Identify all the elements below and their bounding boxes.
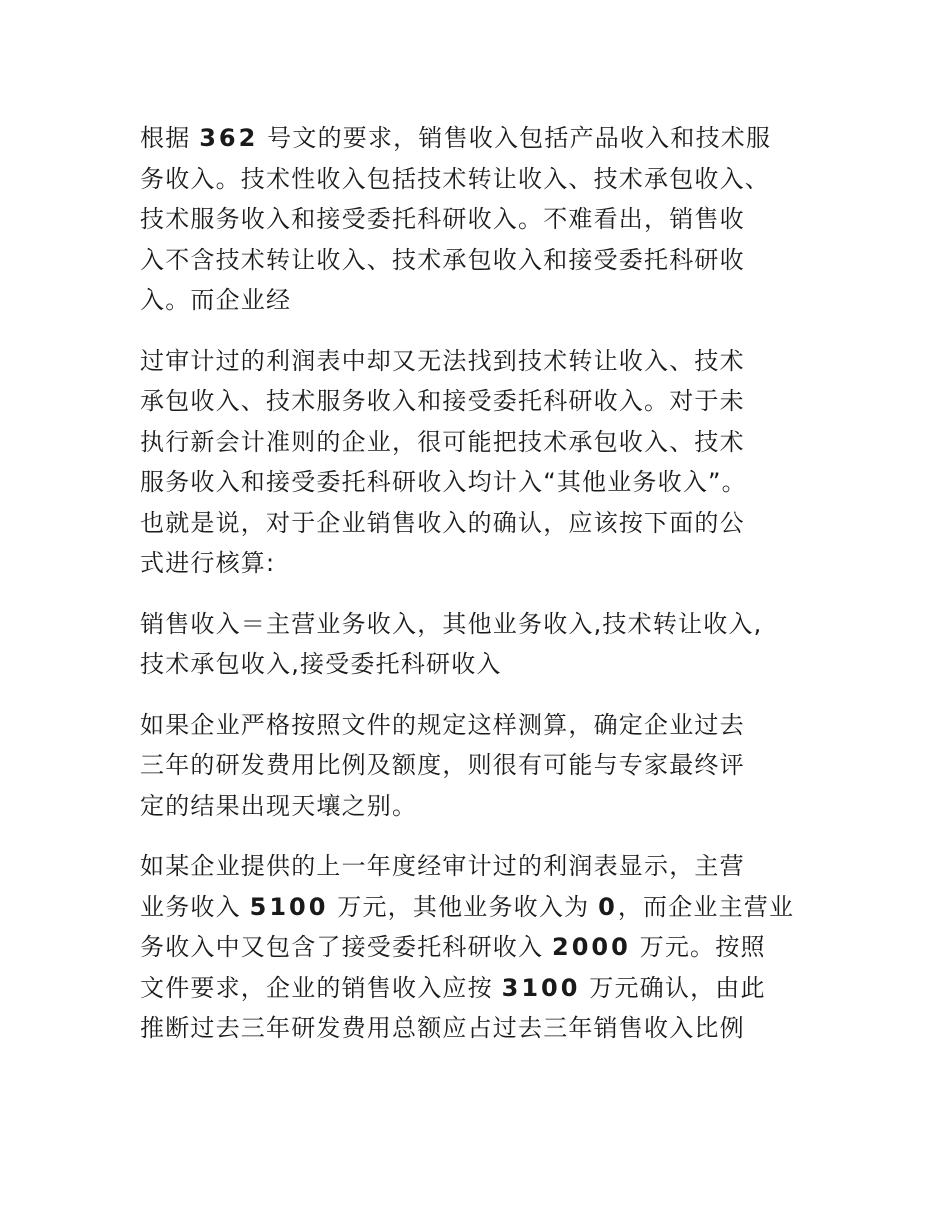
text-line (140, 887, 820, 928)
text-run: 万元，其他业务收入为 (328, 892, 599, 921)
text-line (140, 422, 820, 463)
paragraph (140, 705, 820, 827)
text-run: 执行新会计准则的企业，很可能把技术承包收入、技术 (140, 427, 745, 456)
bold-number: 0 (598, 892, 618, 921)
text-run: 万元确认，由此 (580, 973, 766, 1002)
text-line (140, 1008, 820, 1049)
text-line (140, 503, 820, 544)
text-run: 根据 (140, 124, 200, 152)
paragraph (140, 341, 820, 584)
text-run: 也就是说，对于企业销售收入的确认，应该按下面的公 (140, 508, 745, 537)
text-run: 务收入。技术性收入包括技术转让收入、技术承包收入、 (140, 164, 770, 193)
text-line (140, 604, 820, 645)
text-line (140, 280, 820, 321)
text-line (140, 341, 820, 382)
paragraph (140, 846, 820, 1049)
text-run: 式进行核算: (140, 549, 276, 577)
document-body (140, 118, 820, 1069)
text-line (140, 240, 820, 281)
text-run: 务收入中又包含了接受委托科研收入 (140, 933, 553, 961)
bold-number: 5100 (249, 892, 329, 921)
text-line (140, 159, 820, 200)
text-run: 服务收入和接受委托科研收入均计入“其他业务收入”。 (140, 468, 747, 496)
paragraph (140, 604, 820, 685)
text-line (140, 118, 820, 159)
text-run: ，而企业主营业 (617, 892, 795, 921)
text-run: 三年的研发费用比例及额度，则很有可能与专家最终评 (140, 751, 745, 779)
text-line (140, 462, 820, 503)
text-run: 入不含技术转让收入、技术承包收入和接受委托科研收 (140, 245, 745, 274)
text-run: 销售收入＝主营业务收入，其他业务收入,技术转让收入, (140, 609, 763, 638)
text-run: 承包收入、技术服务收入和接受委托科研收入。对于未 (140, 387, 745, 415)
text-run: 过审计过的利润表中却又无法找到技术转让收入、技术 (140, 346, 745, 375)
text-line (140, 199, 820, 240)
text-line (140, 968, 820, 1009)
text-run: 入。而企业经 (140, 286, 292, 314)
text-line (140, 381, 820, 422)
text-run: 如果企业严格按照文件的规定这样测算，确定企业过去 (140, 710, 745, 739)
text-line (140, 786, 820, 827)
text-run: 推断过去三年研发费用总额应占过去三年销售收入比例 (140, 1014, 745, 1042)
text-run: 技术服务收入和接受委托科研收入。不难看出，销售收 (140, 205, 745, 233)
text-run: 业务收入 (140, 892, 250, 921)
text-line (140, 705, 820, 746)
text-run: 定的结果出现天壤之别。 (140, 791, 418, 820)
bold-number: 362 (199, 124, 259, 152)
text-line (140, 745, 820, 786)
text-line (140, 846, 820, 887)
text-run: 如某企业提供的上一年度经审计过的利润表显示，主营 (140, 852, 745, 880)
text-run: 号文的要求，销售收入包括产品收入和技术服 (258, 124, 772, 152)
text-line (140, 543, 820, 584)
paragraph (140, 118, 820, 321)
text-line (140, 644, 820, 685)
text-line (140, 927, 820, 968)
bold-number: 3100 (501, 973, 581, 1002)
bold-number: 2000 (552, 933, 631, 961)
text-run: 技术承包收入,接受委托科研收入 (140, 650, 502, 678)
text-run: 万元。按照 (630, 933, 766, 961)
text-run: 文件要求，企业的销售收入应按 (140, 973, 502, 1002)
